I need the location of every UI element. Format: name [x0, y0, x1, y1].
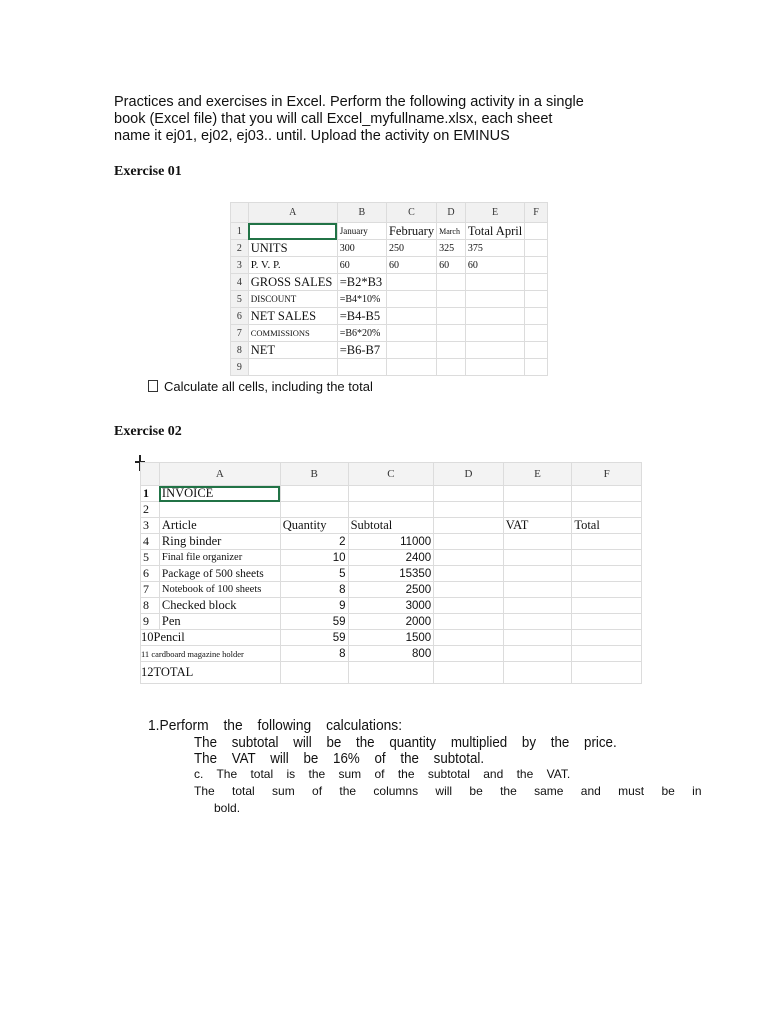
- cell[interactable]: [572, 630, 642, 646]
- cell[interactable]: [465, 308, 524, 325]
- cell[interactable]: [465, 274, 524, 291]
- row-header[interactable]: 7: [141, 582, 160, 598]
- cell[interactable]: 325: [437, 240, 466, 257]
- cell[interactable]: [348, 502, 434, 518]
- cell[interactable]: [525, 308, 548, 325]
- column-header-e[interactable]: E: [503, 463, 572, 486]
- cell[interactable]: [503, 566, 572, 582]
- row-header[interactable]: 11: [141, 648, 150, 659]
- row-header[interactable]: 5: [141, 550, 160, 566]
- cell[interactable]: March: [437, 223, 466, 240]
- exercise-01-note: [148, 379, 373, 394]
- row-header[interactable]: 3: [141, 518, 160, 534]
- cell[interactable]: [503, 614, 572, 630]
- cell[interactable]: Pen: [159, 614, 280, 630]
- sheet-row: [141, 630, 642, 646]
- cell[interactable]: [503, 630, 572, 646]
- cell[interactable]: [386, 308, 436, 325]
- sheet-row: [141, 598, 642, 614]
- exercise-02-heading: Exercise 02: [114, 424, 182, 439]
- cell[interactable]: =B6-B7: [337, 342, 386, 359]
- sheet-row: [141, 550, 642, 566]
- cell[interactable]: TOTAL: [153, 665, 194, 679]
- cell[interactable]: 11000: [348, 534, 434, 550]
- cell[interactable]: [465, 291, 524, 308]
- exercise-01-heading: Exercise 01: [114, 164, 182, 179]
- cell[interactable]: Ring binder: [159, 534, 280, 550]
- cell[interactable]: [503, 534, 572, 550]
- cell[interactable]: INVOICE: [159, 486, 280, 502]
- cell[interactable]: [434, 550, 503, 566]
- cell[interactable]: 8: [280, 646, 348, 662]
- cell[interactable]: Subtotal: [348, 518, 434, 534]
- cell[interactable]: NET: [248, 342, 337, 359]
- cell[interactable]: P. V. P.: [248, 257, 337, 274]
- cell[interactable]: UNITS: [248, 240, 337, 257]
- row-header[interactable]: 5: [231, 291, 249, 308]
- intro-line-1: Practices and exercises in Excel. Perform the following activity in a single: [114, 94, 584, 110]
- cell[interactable]: [572, 598, 642, 614]
- cell[interactable]: [503, 550, 572, 566]
- cell[interactable]: [465, 325, 524, 342]
- row-header[interactable]: 12: [141, 665, 154, 679]
- cell[interactable]: 60: [437, 257, 466, 274]
- cell[interactable]: [437, 325, 466, 342]
- cell[interactable]: [465, 359, 524, 376]
- cell[interactable]: COMMISSIONS: [248, 325, 337, 342]
- cell[interactable]: [434, 614, 503, 630]
- cell[interactable]: Package of 500 sheets: [159, 566, 280, 582]
- cell[interactable]: Pencil: [153, 630, 185, 644]
- cell[interactable]: [434, 534, 503, 550]
- cell[interactable]: February: [386, 223, 436, 240]
- instruction-line-4: c. The total is the sum of the subtotal and the VAT.: [194, 767, 571, 781]
- cell[interactable]: [386, 291, 436, 308]
- instruction-line-5: The total sum of the columns will be the same and must be in: [194, 784, 702, 798]
- row-header[interactable]: 2: [141, 502, 160, 518]
- sheet-row: [141, 582, 642, 598]
- cell[interactable]: [386, 342, 436, 359]
- cell[interactable]: [248, 223, 337, 240]
- row-header-with-cell[interactable]: [141, 630, 281, 646]
- cell[interactable]: [572, 566, 642, 582]
- row-header[interactable]: 8: [231, 342, 249, 359]
- cell[interactable]: 60: [337, 257, 386, 274]
- cell[interactable]: =B4*10%: [337, 291, 386, 308]
- cell[interactable]: [572, 550, 642, 566]
- bullet-box-icon: [148, 380, 158, 392]
- select-all-corner[interactable]: [141, 463, 160, 486]
- cell[interactable]: [159, 502, 280, 518]
- row-header[interactable]: 1: [231, 223, 249, 240]
- column-header-d[interactable]: D: [434, 463, 503, 486]
- cell[interactable]: [434, 646, 503, 662]
- row-header[interactable]: 6: [231, 308, 249, 325]
- cell[interactable]: 3000: [348, 598, 434, 614]
- row-header[interactable]: 3: [231, 257, 249, 274]
- cell[interactable]: [572, 646, 642, 662]
- sheet-row: [231, 325, 548, 342]
- cell[interactable]: [525, 257, 548, 274]
- column-header-b[interactable]: B: [280, 463, 348, 486]
- intro-line-2: book (Excel file) that you will call Excel_myfullname.xlsx, each sheet: [114, 111, 553, 127]
- sheet-row: [231, 308, 548, 325]
- cell[interactable]: [434, 582, 503, 598]
- cell[interactable]: [386, 274, 436, 291]
- cell[interactable]: =B4-B5: [337, 308, 386, 325]
- cell[interactable]: [434, 598, 503, 614]
- cell[interactable]: NET SALES: [248, 308, 337, 325]
- cell[interactable]: [572, 662, 642, 684]
- sheet-row: [141, 486, 642, 502]
- cell[interactable]: [503, 582, 572, 598]
- row-header[interactable]: 6: [141, 566, 160, 582]
- cell[interactable]: 2000: [348, 614, 434, 630]
- sheet-row: [231, 342, 548, 359]
- cell[interactable]: =B6*20%: [337, 325, 386, 342]
- cell[interactable]: [525, 223, 548, 240]
- cell[interactable]: Notebook of 100 sheets: [159, 582, 280, 598]
- row-header[interactable]: 2: [231, 240, 249, 257]
- select-all-corner[interactable]: [231, 203, 249, 223]
- cell[interactable]: [434, 502, 503, 518]
- cell[interactable]: 8: [280, 582, 348, 598]
- cell[interactable]: 9: [280, 598, 348, 614]
- cell[interactable]: [503, 502, 572, 518]
- cell[interactable]: 10: [280, 550, 348, 566]
- cell[interactable]: [386, 325, 436, 342]
- cell[interactable]: 2500: [348, 582, 434, 598]
- cell[interactable]: [525, 342, 548, 359]
- cell[interactable]: [572, 614, 642, 630]
- column-header-c[interactable]: C: [386, 203, 436, 223]
- sheet-row: [231, 359, 548, 376]
- cell[interactable]: [434, 630, 503, 646]
- cell[interactable]: [437, 274, 466, 291]
- cell[interactable]: [503, 486, 572, 502]
- cell[interactable]: [280, 502, 348, 518]
- instruction-line-1: 1.Perform the following calculations:: [148, 717, 403, 734]
- column-header-c[interactable]: C: [348, 463, 434, 486]
- sheet-row: [141, 614, 642, 630]
- cell[interactable]: Final file organizer: [159, 550, 280, 566]
- sheet-row: [231, 223, 548, 240]
- column-header-f[interactable]: F: [525, 203, 548, 223]
- cell[interactable]: [525, 291, 548, 308]
- sheet-row: [231, 240, 548, 257]
- cell[interactable]: [348, 662, 434, 684]
- cell[interactable]: [337, 359, 386, 376]
- sheet-row: [141, 518, 642, 534]
- intro-paragraph: [114, 94, 614, 145]
- cell[interactable]: cardboard magazine holder: [151, 648, 244, 659]
- cell[interactable]: [572, 534, 642, 550]
- cell[interactable]: 60: [465, 257, 524, 274]
- column-header-row: [231, 203, 548, 223]
- sheet-row: [141, 662, 642, 684]
- cell[interactable]: [348, 486, 434, 502]
- cell[interactable]: Checked block: [159, 598, 280, 614]
- cell[interactable]: 15350: [348, 566, 434, 582]
- cell[interactable]: VAT: [503, 518, 572, 534]
- cell[interactable]: [248, 359, 337, 376]
- cell[interactable]: [437, 342, 466, 359]
- cell[interactable]: [434, 566, 503, 582]
- exercise-01-note-text: Calculate all cells, including the total: [164, 379, 373, 394]
- row-header[interactable]: 9: [231, 359, 249, 376]
- row-header[interactable]: 1: [141, 486, 160, 502]
- cell[interactable]: [386, 359, 436, 376]
- cell[interactable]: [465, 342, 524, 359]
- cell[interactable]: [503, 598, 572, 614]
- cell[interactable]: 375: [465, 240, 524, 257]
- cell[interactable]: [434, 662, 503, 684]
- cell[interactable]: [437, 291, 466, 308]
- cell[interactable]: Quantity: [280, 518, 348, 534]
- cell[interactable]: [280, 662, 348, 684]
- sheet-row: [231, 257, 548, 274]
- cell[interactable]: 300: [337, 240, 386, 257]
- cell[interactable]: 5: [280, 566, 348, 582]
- sheet-row: [231, 291, 548, 308]
- column-header-a[interactable]: A: [159, 463, 280, 486]
- row-header[interactable]: 9: [141, 614, 160, 630]
- sheet-row: [141, 534, 642, 550]
- sheet-row: [231, 274, 548, 291]
- cell[interactable]: [434, 518, 503, 534]
- row-header[interactable]: 8: [141, 598, 160, 614]
- cell[interactable]: 60: [386, 257, 436, 274]
- cell[interactable]: 800: [348, 646, 434, 662]
- row-header[interactable]: 10: [141, 630, 154, 644]
- cell[interactable]: [525, 359, 548, 376]
- sheet-row: [141, 502, 642, 518]
- row-header[interactable]: 7: [231, 325, 249, 342]
- instruction-line-2: The subtotal will be the quantity multiplied by the price.: [194, 735, 617, 751]
- cell[interactable]: [572, 502, 642, 518]
- cell[interactable]: 59: [280, 614, 348, 630]
- cell[interactable]: [525, 240, 548, 257]
- cell[interactable]: Total April: [465, 223, 524, 240]
- row-header[interactable]: 4: [141, 534, 160, 550]
- instruction-line-3: The VAT will be 16% of the subtotal.: [194, 751, 485, 767]
- cell[interactable]: 2400: [348, 550, 434, 566]
- sheet-row: [141, 646, 642, 662]
- cell[interactable]: [280, 486, 348, 502]
- column-header-a[interactable]: A: [248, 203, 337, 223]
- cell[interactable]: [572, 486, 642, 502]
- cell[interactable]: [503, 646, 572, 662]
- cell[interactable]: Total: [572, 518, 642, 534]
- cell[interactable]: [525, 325, 548, 342]
- cell[interactable]: DISCOUNT: [248, 291, 337, 308]
- cell[interactable]: [572, 582, 642, 598]
- row-header-with-cell[interactable]: [141, 646, 281, 662]
- row-header[interactable]: 4: [231, 274, 249, 291]
- cell[interactable]: =B2*B3: [337, 274, 386, 291]
- cell[interactable]: January: [337, 223, 386, 240]
- column-header-d[interactable]: D: [437, 203, 466, 223]
- column-header-row: [141, 463, 642, 486]
- exercise-02-spreadsheet: [140, 462, 642, 688]
- cell[interactable]: [437, 359, 466, 376]
- cell[interactable]: 1500: [348, 630, 434, 646]
- intro-line-3: name it ej01, ej02, ej03.. until. Upload the activity on EMINUS: [114, 128, 510, 144]
- column-header-f[interactable]: F: [572, 463, 642, 486]
- instruction-line-6: bold.: [214, 801, 241, 815]
- row-header-with-cell[interactable]: [141, 662, 281, 684]
- cell[interactable]: [434, 486, 503, 502]
- cell[interactable]: [503, 662, 572, 684]
- cell[interactable]: 2: [280, 534, 348, 550]
- cell[interactable]: Article: [159, 518, 280, 534]
- cell[interactable]: 59: [280, 630, 348, 646]
- column-header-b[interactable]: B: [337, 203, 386, 223]
- cell[interactable]: 250: [386, 240, 436, 257]
- cell[interactable]: [437, 308, 466, 325]
- cell[interactable]: [525, 274, 548, 291]
- sheet-row: [141, 566, 642, 582]
- cell[interactable]: GROSS SALES: [248, 274, 337, 291]
- column-header-e[interactable]: E: [465, 203, 524, 223]
- exercise-01-spreadsheet: [230, 202, 548, 373]
